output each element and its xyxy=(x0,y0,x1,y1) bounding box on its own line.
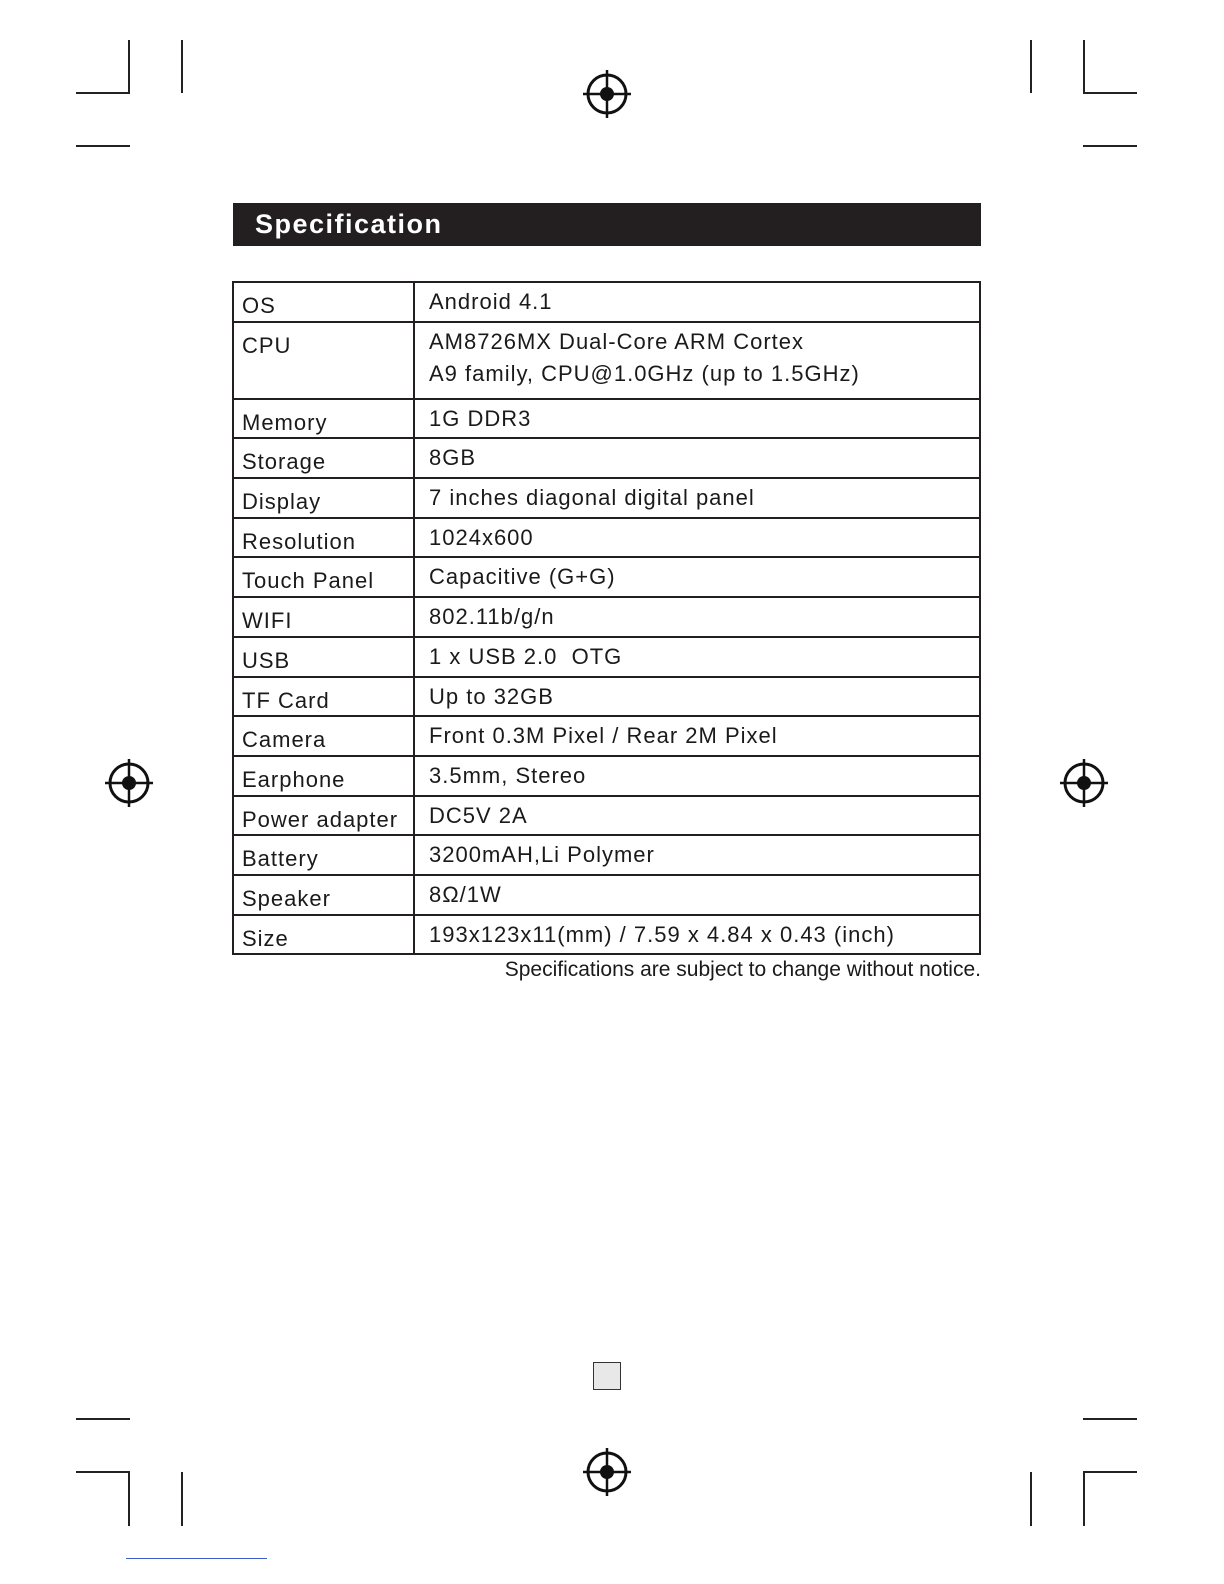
crop-mark xyxy=(76,92,130,94)
crop-mark xyxy=(1083,145,1137,147)
spec-label: Memory xyxy=(233,399,414,439)
spec-value: 7 inches diagonal digital panel xyxy=(414,478,980,518)
crop-mark xyxy=(1083,1471,1137,1473)
table-row xyxy=(233,438,980,478)
page-number-box xyxy=(593,1362,621,1390)
table-row xyxy=(233,875,980,915)
registration-mark-top xyxy=(583,70,631,118)
spec-value: 8GB xyxy=(414,438,980,478)
spec-value-line: AM8726MX Dual-Core ARM Cortex xyxy=(429,328,805,354)
table-row xyxy=(233,478,980,518)
spec-value: Capacitive (G+G) xyxy=(414,557,980,597)
spec-label: USB xyxy=(233,637,414,677)
spec-label: TF Card xyxy=(233,677,414,717)
table-row xyxy=(233,796,980,836)
spec-value: 3.5mm, Stereo xyxy=(414,756,980,796)
table-row xyxy=(233,756,980,796)
registration-mark-left xyxy=(105,759,153,807)
table-row xyxy=(233,716,980,756)
spec-label: Camera xyxy=(233,716,414,756)
divider xyxy=(126,1558,267,1559)
spec-label: Size xyxy=(233,915,414,955)
spec-label: Touch Panel xyxy=(233,557,414,597)
spec-value: 8Ω/1W xyxy=(414,875,980,915)
spec-label: OS xyxy=(233,282,414,322)
spec-label: Resolution xyxy=(233,518,414,558)
table-row xyxy=(233,835,980,875)
spec-value: 1 x USB 2.0 OTG xyxy=(414,637,980,677)
crop-mark xyxy=(76,1418,130,1420)
spec-value: 1G DDR3 xyxy=(414,399,980,439)
spec-value: Android 4.1 xyxy=(414,282,980,322)
crop-mark xyxy=(128,1471,130,1526)
table-row xyxy=(233,322,980,399)
crop-mark xyxy=(181,40,183,93)
crop-mark xyxy=(1030,40,1032,93)
section-heading xyxy=(233,203,981,246)
spec-value: 802.11b/g/n xyxy=(414,597,980,637)
spec-label: Earphone xyxy=(233,756,414,796)
spec-value: 193x123x11(mm) / 7.59 x 4.84 x 0.43 (inch) xyxy=(414,915,980,955)
table-row xyxy=(233,399,980,439)
table-row xyxy=(233,597,980,637)
section-heading-text: Specification xyxy=(255,209,443,239)
spec-value: Up to 32GB xyxy=(414,677,980,717)
spec-label: Display xyxy=(233,478,414,518)
crop-mark xyxy=(1083,1418,1137,1420)
crop-mark xyxy=(128,40,130,94)
crop-mark xyxy=(1083,1471,1085,1526)
table-row xyxy=(233,677,980,717)
crop-mark xyxy=(76,145,130,147)
spec-value: DC5V 2A xyxy=(414,796,980,836)
registration-mark-right xyxy=(1060,759,1108,807)
footnote: Specifications are subject to change without notice. xyxy=(504,958,981,981)
table-row xyxy=(233,557,980,597)
table-row xyxy=(233,915,980,955)
crop-mark xyxy=(181,1472,183,1526)
table-row xyxy=(233,637,980,677)
crop-mark xyxy=(1030,1472,1032,1526)
spec-label: Power adapter xyxy=(233,796,414,836)
spec-table xyxy=(232,281,981,955)
crop-mark xyxy=(1083,40,1085,94)
table-row xyxy=(233,282,980,322)
spec-label: Storage xyxy=(233,438,414,478)
spec-value-line: A9 family, CPU@1.0GHz (up to 1.5GHz) xyxy=(429,360,860,386)
spec-value xyxy=(414,322,980,399)
crop-mark xyxy=(1083,92,1137,94)
spec-label: WIFI xyxy=(233,597,414,637)
spec-value: Front 0.3M Pixel / Rear 2M Pixel xyxy=(414,716,980,756)
registration-mark-bottom xyxy=(583,1448,631,1496)
spec-label: Speaker xyxy=(233,875,414,915)
spec-value: 1024x600 xyxy=(414,518,980,558)
spec-value: 3200mAH,Li Polymer xyxy=(414,835,980,875)
spec-label: CPU xyxy=(233,322,414,399)
spec-label: Battery xyxy=(233,835,414,875)
table-row xyxy=(233,518,980,558)
crop-mark xyxy=(76,1471,130,1473)
